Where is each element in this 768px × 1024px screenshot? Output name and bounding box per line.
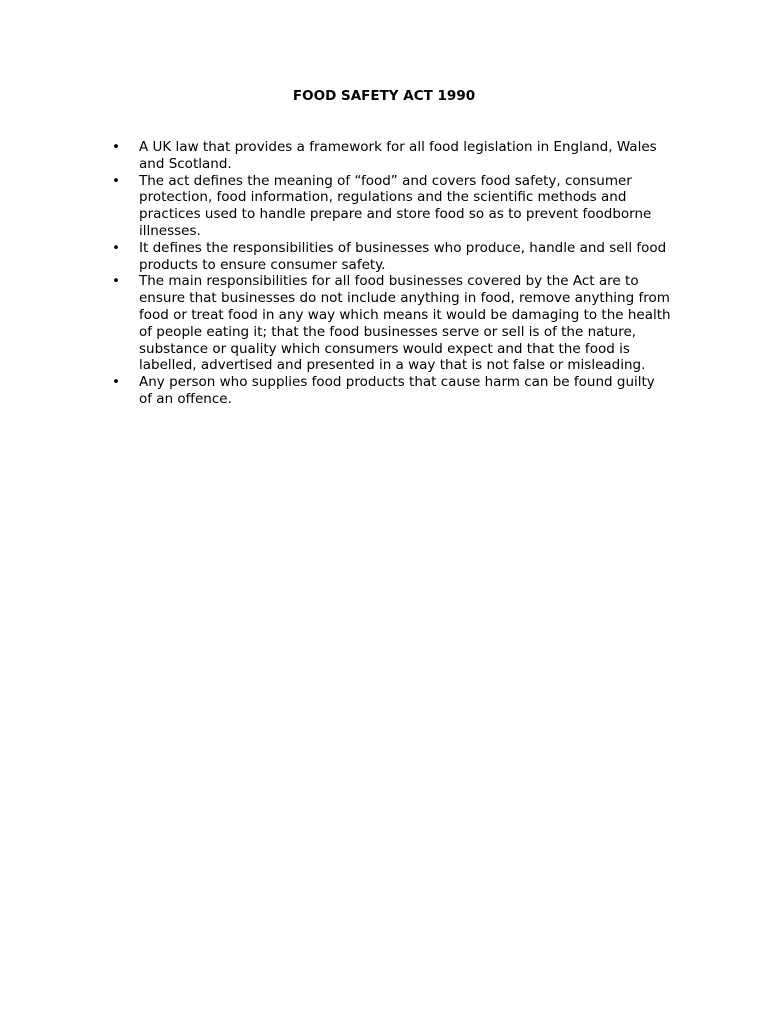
- list-item: [112, 139, 672, 173]
- bullet-icon: •: [112, 273, 120, 290]
- list-item: [112, 173, 672, 240]
- list-item: [112, 240, 672, 274]
- list-item: [112, 273, 672, 374]
- bullet-icon: •: [112, 374, 120, 391]
- list-item-text: Any person who supplies food products that cause harm can be found guilty of an offence.: [139, 374, 655, 407]
- list-item-text: The main responsibilities for all food businesses covered by the Act are to ensure that businesses do not include anything in food, remove anything from food or treat food in any way which means it would be damaging to the health of people eating it; that the food businesses serve or sell is of the nature, substance or quality which consumers would expect and that the food is labelled, advertised and presented in a way that is not false or misleading.: [139, 273, 671, 374]
- bullet-icon: •: [112, 239, 120, 256]
- bullet-icon: •: [112, 172, 120, 189]
- list-item-text: It defines the responsibilities of businesses who produce, handle and sell food products to ensure consumer safety.: [139, 239, 667, 273]
- list-item-text: A UK law that provides a framework for all food legislation in England, Wales and Scotland.: [139, 139, 657, 172]
- bullet-list: [112, 139, 672, 408]
- page-title: FOOD SAFETY ACT 1990: [292, 88, 476, 104]
- list-item-text: The act defines the meaning of “food” and covers food safety, consumer protection, food information, regulations and the scientific methods and practices used to handle prepare and store food so as to prevent foodborne illnesses.: [139, 172, 652, 239]
- list-item: [112, 374, 672, 408]
- bullet-icon: •: [112, 139, 120, 155]
